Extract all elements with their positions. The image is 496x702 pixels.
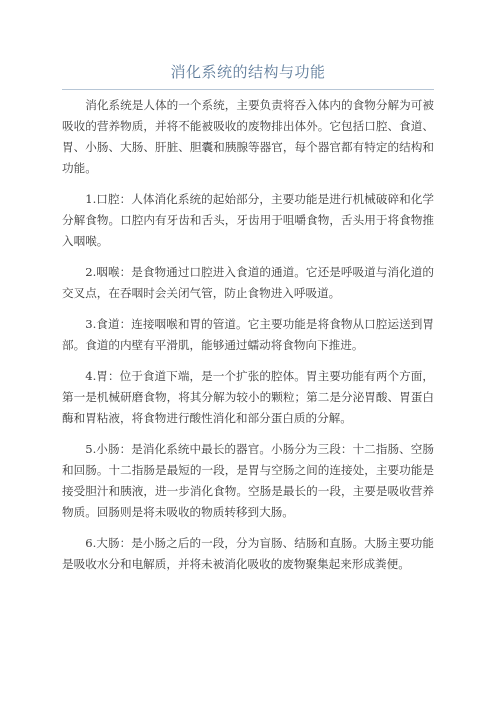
paragraph-esophagus: 3.食道：连接咽喉和胃的管道。它主要功能是将食物从口腔运送到胃部。食道的内壁有平滑肌，能够通过蠕动将食物向下推进。 [62, 317, 434, 352]
paragraph-small-intestine: 5.小肠：是消化系统中最长的器官。小肠分为三段：十二指肠、空肠和回肠。十二指肠是最短的一段，是胃与空肠之间的连接处，主要功能是接受胆汁和胰液，进一步消化食物。空肠是最长的一段，主要是吸收营养物质。回肠则是将未吸收的物质转移到大肠。 [62, 442, 434, 519]
paragraph-intro: 消化系统是人体的一个系统，主要负责将吞入体内的食物分解为可被吸收的营养物质，并将不能被吸收的废物排出体外。它包括口腔、食道、胃、小肠、大肠、肝脏、胆囊和胰腺等器官，每个器官都有特定的结构和功能。 [62, 98, 434, 175]
page-title: 消化系统的结构与功能 [170, 63, 326, 81]
document-body [62, 95, 434, 585]
paragraph-oral-cavity: 1.口腔：人体消化系统的起始部分，主要功能是进行机械破碎和化学分解食物。口腔内有牙齿和舌头，牙齿用于咀嚼食物，舌头用于将食物推入咽喉。 [62, 192, 434, 248]
title-divider [62, 89, 434, 90]
paragraph-large-intestine: 6.大肠：是小肠之后的一段，分为盲肠、结肠和直肠。大肠主要功能是吸收水分和电解质，并将未被消化吸收的废物聚集起来形成粪便。 [62, 536, 434, 571]
paragraph-pharynx: 2.咽喉：是食物通过口腔进入食道的通道。它还是呼吸道与消化道的交叉点，在吞咽时会关闭气管，防止食物进入呼吸道。 [62, 265, 434, 300]
paragraph-stomach: 4.胃：位于食道下端，是一个扩张的腔体。胃主要功能有两个方面，第一是机械研磨食物，将其分解为较小的颗粒；第二是分泌胃酸、胃蛋白酶和胃粘液，将食物进行酸性消化和部分蛋白质的分解。 [62, 369, 434, 425]
